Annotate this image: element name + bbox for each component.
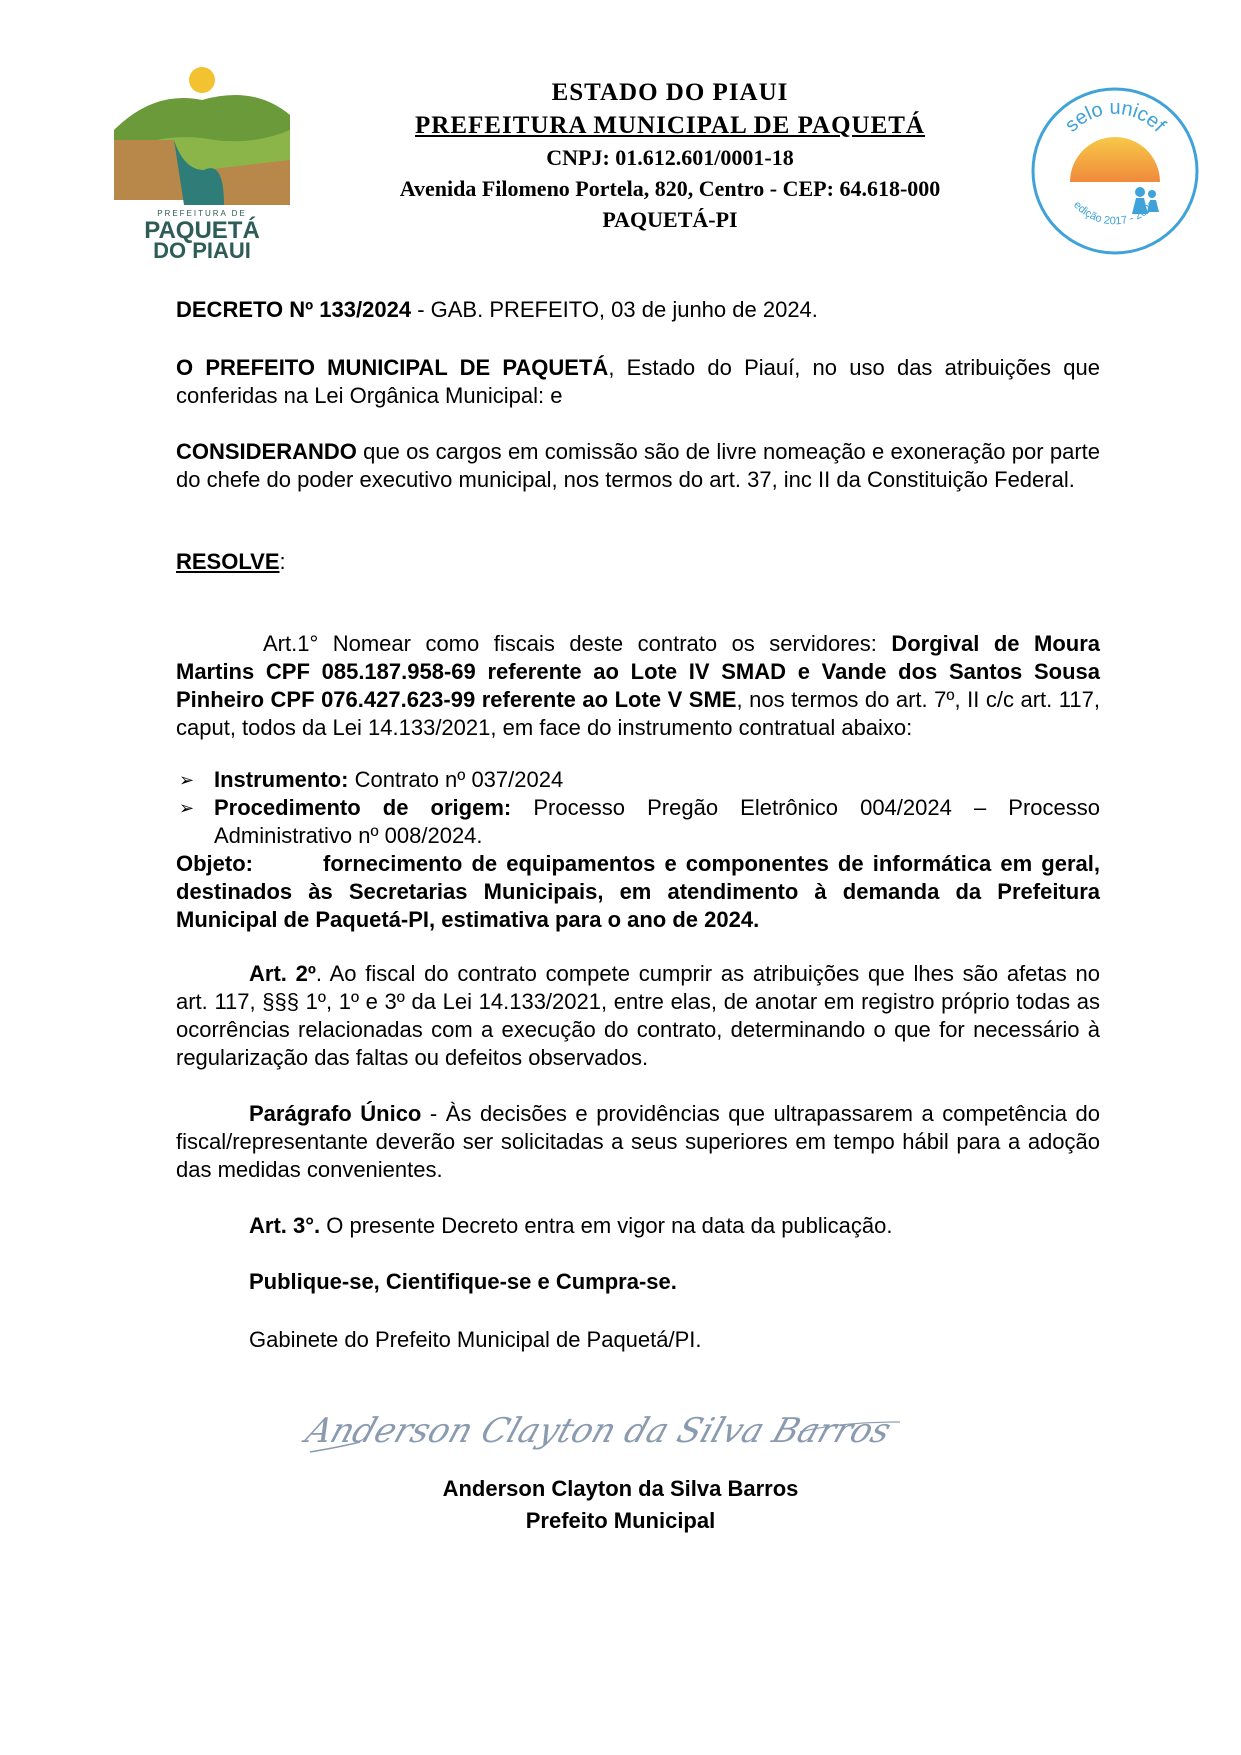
signature-text: Anderson Clayton da Silva Barros [300, 1411, 896, 1451]
art1-prefix: Art.1° Nomear como fiscais deste contrato os servidores: [263, 631, 892, 656]
gabinete: Gabinete do Prefeito Municipal de Paquetá/PI. [249, 1327, 702, 1352]
selo-unicef-logo [1028, 84, 1202, 258]
logo-top-text: PREFEITURA DE [157, 209, 247, 218]
resolve [176, 548, 1100, 576]
preamble [176, 354, 1100, 410]
resolve-colon: : [279, 549, 286, 574]
art2-label: Art. 2º [249, 961, 316, 986]
bullet-text: Contrato nº 037/2024 [348, 767, 564, 792]
considerando-text: que os cargos em comissão são de livre nomeação e exoneração por parte do chefe do poder executivo municipal, nos termos do art. 37, inc II da Constituição Federal. [176, 439, 1100, 492]
paragrafo-unico [176, 1100, 1100, 1184]
logo-name-line2: DO PIAUI [153, 238, 251, 260]
art3-text: O presente Decreto entra em vigor na data da publicação. [320, 1213, 893, 1238]
preamble-bold: O PREFEITO MUNICIPAL DE PAQUETÁ [176, 355, 609, 380]
bullet-text: Processo Pregão Eletrônico 004/2024 – Processo Administrativo nº 008/2024. [214, 795, 1100, 848]
decree-line [176, 296, 1100, 324]
cnpj: CNPJ: 01.612.601/0001-18 [546, 145, 794, 170]
decree-date: - GAB. PREFEITO, 03 de junho de 2024. [411, 297, 818, 322]
objeto [176, 850, 1100, 934]
preamble-text: , Estado do Piauí, no uso das atribuições que conferidas na Lei Orgânica Municipal: e [176, 355, 1100, 408]
art1-bold: Dorgival de Moura Martins CPF 085.187.958-69 referente ao Lote IV SMAD e Vande dos Santos Sousa Pinheiro CPF 076.427.623-99 referente ao Lote V SME [176, 631, 1101, 712]
city: PAQUETÁ-PI [602, 207, 738, 232]
address: Avenida Filomeno Portela, 820, Centro - CEP: 64.618-000 [399, 176, 941, 201]
logo-name-line1: PAQUETÁ [144, 217, 260, 244]
decree-number: DECRETO Nº 133/2024 [176, 297, 412, 322]
signer-name: Anderson Clayton da Silva Barros [442, 1476, 799, 1501]
article-1 [176, 630, 1100, 742]
objeto-label: Objeto: [176, 851, 253, 876]
signer-title: Prefeito Municipal [525, 1508, 716, 1533]
paqueta-logo [104, 60, 300, 260]
paragrafo-label: Parágrafo Único [249, 1101, 422, 1126]
considerando [176, 438, 1100, 494]
article-2 [176, 960, 1100, 1072]
considerando-bold: CONSIDERANDO [176, 439, 357, 464]
bullet-procedimento [176, 794, 1100, 850]
resolve-label: RESOLVE [176, 549, 280, 574]
state-title: ESTADO DO PIAUI [551, 79, 789, 106]
handwritten-signature [300, 1392, 920, 1472]
arrow-icon: ➢ [179, 770, 195, 790]
arrow-icon: ➢ [179, 798, 195, 818]
article-3 [249, 1212, 1099, 1240]
art1-suffix: , nos termos do art. 7º, II c/c art. 117, caput, todos da Lei 14.133/2021, em face do instrumento contratual abaixo: [176, 687, 1100, 740]
bullet-instrumento [176, 766, 1100, 794]
publique: Publique-se, Cientifique-se e Cumpra-se. [249, 1269, 677, 1294]
selo-top-text: selo unicef [1060, 97, 1170, 137]
art3-label: Art. 3°. [249, 1213, 321, 1238]
art2-text: . Ao fiscal do contrato compete cumprir as atribuições que lhes são afetas no art. 117, §§§ 1º, 1º e 3º da Lei 14.133/2021, entre elas, de anotar em registro próprio todas as ocorrências relacionadas com a execução do contrato, determinando o que for necessário à regularização das faltas ou defeitos observados. [176, 961, 1100, 1070]
paragrafo-text: - Às decisões e providências que ultrapassarem a competência do fiscal/representante deverão ser solicitadas a seus superiores em tempo hábil para a adoção das medidas convenientes. [176, 1101, 1100, 1182]
letterhead [340, 76, 1000, 235]
objeto-text: fornecimento de equipamentos e componentes de informática em geral, destinados às Secretarias Municipais, em atendimento à demanda da Prefeitura Municipal de Paquetá-PI, estimativa para o ano de 2024. [176, 851, 1100, 932]
selo-bottom-text: edição 2017 - 2020 [1071, 199, 1159, 228]
bullet-label: Procedimento de origem: [214, 795, 512, 820]
prefeitura-title: PREFEITURA MUNICIPAL DE PAQUETÁ [415, 112, 925, 139]
bullet-label: Instrumento: [214, 767, 349, 792]
